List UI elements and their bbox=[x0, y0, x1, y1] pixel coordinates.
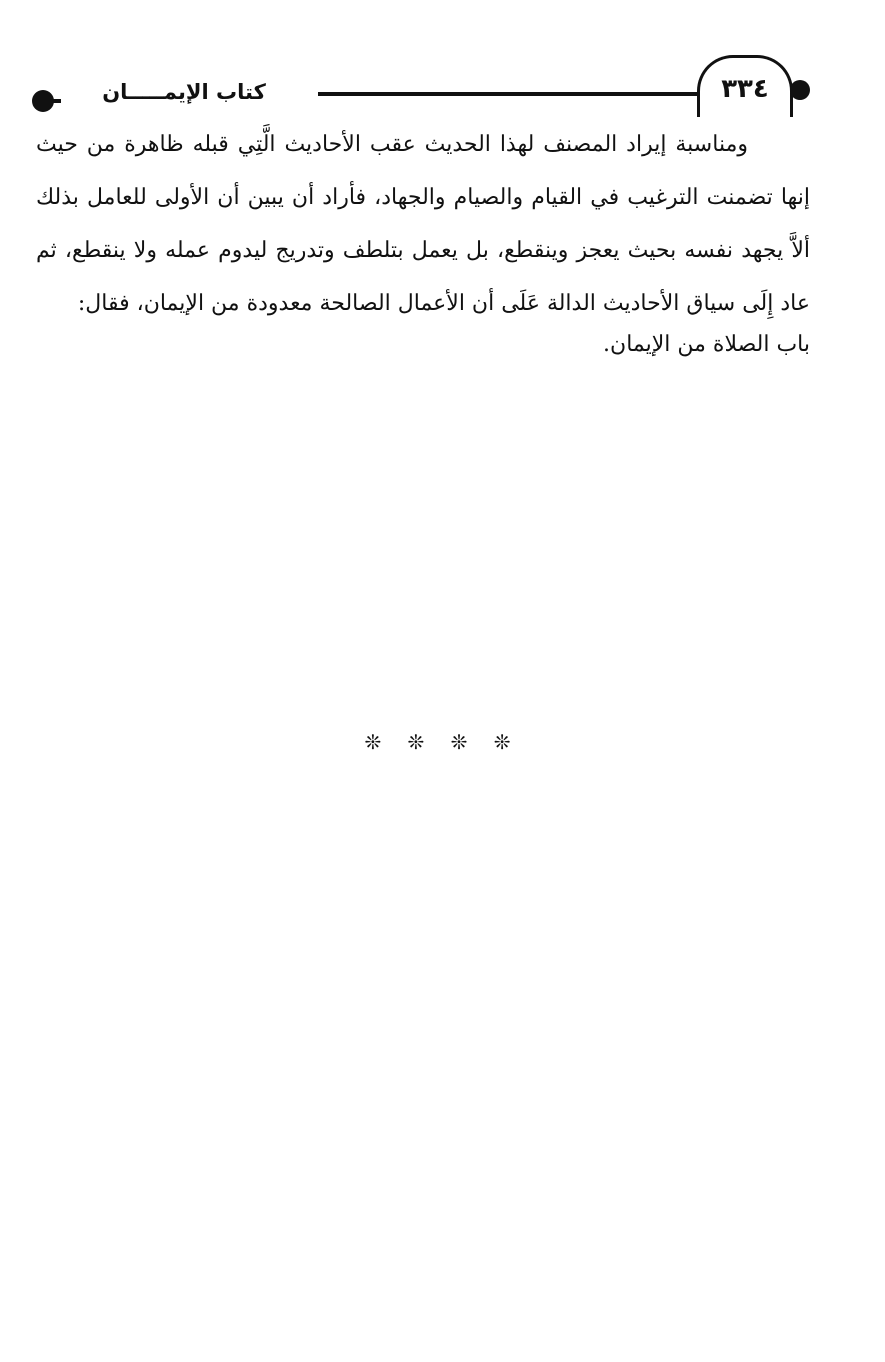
page-number-frame bbox=[697, 55, 793, 117]
section-heading: باب الصلاة من الإيمان. bbox=[603, 332, 810, 357]
section-divider-ornament: ❊ ❊ ❊ ❊ bbox=[364, 730, 521, 754]
page-header bbox=[0, 0, 885, 130]
body-paragraph-block bbox=[36, 118, 810, 330]
header-rule bbox=[318, 92, 702, 96]
header-right-dot-ornament bbox=[790, 80, 810, 100]
running-title: كتاب الإيمـــــان bbox=[102, 80, 266, 104]
header-left-dot-ornament bbox=[32, 90, 54, 112]
body-paragraph: ومناسبة إيراد المصنف لهذا الحديث عقب الأحاديث الَّتِي قبله ظاهرة من حيث إنها تضمنت الترغيب في القيام والصيام والجهاد، فأراد أن يبين أن الأولى للعامل بذلك ألاَّ يجهد نفسه بحيث يعجز وينقطع، بل يعمل بتلطف وتدريج ليدوم عمله ولا ينقطع، ثم عاد إِلَى سياق الأحاديث الدالة عَلَى أن الأعمال الصالحة معدودة من الإيمان، فقال: bbox=[36, 132, 810, 316]
header-left-dash-ornament bbox=[52, 99, 61, 103]
page-number: ٣٣٤ bbox=[721, 74, 769, 104]
